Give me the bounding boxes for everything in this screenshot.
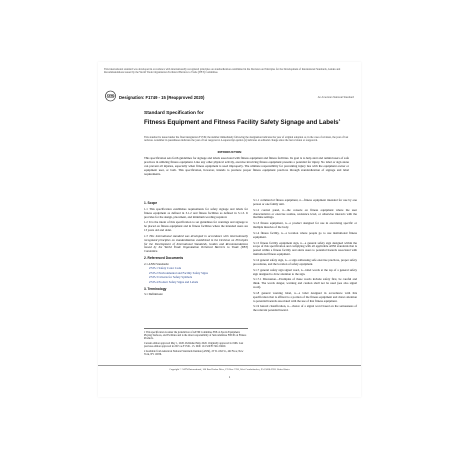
title-text: Fitness Equipment and Fitness Facility Safety Signage and Labels	[144, 119, 339, 127]
tbt-banner: This international standard was developed in accordance with internationally recognized principles on standardization established in the Decision on Principles for the Development of International Standards, Guides and Recommendations issued by the World Trade Organization Technical Barriers to Trade (TBT) Committee.	[104, 68, 341, 75]
discussion-3-1-7-1: 3.1.7.1 Discussion—Examples of these words include safety first, be careful and think. The words danger, warning and caution shall not be used (see also signal word).	[253, 277, 357, 290]
footnotes	[144, 328, 248, 358]
introduction-heading: INTRODUCTION	[217, 150, 242, 154]
definition-3-1-1: 3.1.1 commercial fitness equipment, n—fitness equipment intended for use by one person or one family unit.	[253, 198, 357, 206]
logo-text: ASTM	[106, 95, 115, 98]
paragraph-2-1: 2.1 ANSI Standards:	[144, 261, 170, 266]
title-line-1: Standard Specification for	[144, 111, 204, 116]
right-column	[253, 199, 357, 315]
scope-heading: 1. Scope	[144, 201, 158, 205]
paragraph-3-1: 3.1 Definitions:	[144, 292, 164, 297]
designation: Designation: F1749 - 15 (Reapproved 2020)	[119, 95, 205, 100]
footnote: 1 This specification is under the jurisdiction of ASTM Committee F08 on Sports Equipment, Playing Surfaces, and Facilities and is the direct responsibility of Subcommittee F08.30 on Fitness Products.	[144, 331, 247, 341]
definition-3-1-6: 3.1.6 general safety sign, n—a sign addressing safe exercise practices, proper safety procedures, and the location of safety equipment.	[253, 257, 357, 266]
document-page	[98, 62, 361, 397]
reference-link[interactable]: Z535.2 Environmental and Facility Safety Signs	[149, 270, 208, 275]
title-line-2	[144, 117, 344, 126]
definition-3-1-7: 3.1.7 general safety sign signal word, n—label words at the top of a general safety sign designed to draw attention to the sign.	[253, 267, 357, 276]
introduction-text: This specification sets forth guidelines for signage and labels associated with fitness equipment and fitness facilities. Its goal is to help alert and remind users of safe practices in utilizing fitness equipment. Like any other physical activity, exercise involving fitness equipment presents a potential for injury. No label or sign alone can prevent all injuries, especially when fitness equipment is used improperly. The ultimate responsibility for preventing injury lies with the equipment owner or equipment user, or both. This specification, however, intends to promote proper fitness equipment practices through standardization of signage and label requirements.	[144, 156, 349, 176]
footnote: Current edition approved May 1, 2020. Published May 2020. Originally approved in 1996. Last previous edition approved in 2015 as F1749 - 15. DOI: 10.1520/F1749-15R20.	[144, 341, 244, 349]
definition-3-1-4: 3.1.4 fitness facility, n—a location where people go to use institutional fitness equipment.	[253, 230, 357, 239]
paragraph-1-3: 1.3 This international standard was developed in accordance with internationally recognized principles on standardization established in the Decision on Principles for the Development of International Standards, Guides and Recommendations issued by the World Trade Organization Technical Barriers to Trade (TBT) Committee.	[144, 233, 248, 254]
authorized-note: An American National Standard	[317, 96, 354, 99]
fixed-designation-note: This standard is issued under the fixed designation F1749; the number immediately following the designation indicates the year of original adoption or, in the case of revision, the year of last revision. A number in parentheses indicates the year of last reapproval. A superscript epsilon (ε) indicates an editorial change since the last revision or reapproval.	[144, 136, 349, 143]
title-footnote-mark: 1	[338, 118, 341, 122]
copyright-line: Copyright © ASTM International, 100 Barr Harbor Drive, PO Box C700, West Conshohocken, PA 19428-2959. United States	[98, 365, 361, 371]
paragraph-1-2: 1.2 It is the intent of this specification to set guidelines for warnings and signage to be placed on fitness equipment and in fitness facilities where the intended users are 13 years old and older.	[144, 220, 248, 233]
definition-3-1-5: 3.1.5 fitness facility equipment sign, n—a general safety sign designed within the scope of this specification and complying with all applicable ANSI standards that is posted within a fitness facility and alerts users to potential hazards associated with institutional fitness equipment.	[253, 240, 357, 257]
reference-link[interactable]: Z535.1 Safety Color Code	[149, 266, 182, 271]
definition-3-1-3: 3.1.3 fitness equipment, n—a product designed for use in exercising specific or multiple muscles of the body.	[253, 221, 357, 230]
terminology-heading: 3. Terminology	[144, 286, 167, 291]
document-title	[144, 111, 344, 126]
definition-3-1-2: 3.1.2 control panel, n—the console on fitness equipment where the user characteristics or exercise routine, resistance level, or otherwise interacts with the machine settings.	[253, 207, 357, 220]
paragraph-1-1: 1.1 This specification establishes requirements for safety signage and labels for fitness equipment as defined in 3.1.2 and fitness facilities as defined in 3.1.3. It provides for the design, placement, and minimum wording required.	[144, 206, 248, 219]
definition-3-1-8: 3.1.8 general warning label, n—a label designed in accordance with this specification that is affixed to a portion of the fitness equipment and draws attention to potential hazards associated with the use of that fitness equipment.	[253, 290, 357, 303]
left-column	[144, 199, 248, 299]
reference-link[interactable]: Z535.3 Criteria for Safety Symbols	[149, 275, 193, 280]
astm-logo-icon	[105, 90, 116, 102]
referenced-documents-heading: 2. Referenced Documents	[144, 256, 184, 261]
page-number: 1	[228, 375, 231, 379]
footnote: 2 Available from American National Standards Institute (ANSI), 25 W. 43rd St., 4th Floor, New York, NY 10036.	[144, 349, 244, 356]
definition-3-1-9: 3.1.9 hazard classification, n—choice of a signal word based on the seriousness of the relevant potential hazard.	[253, 304, 357, 313]
reference-link[interactable]: Z535.4 Product Safety Signs and Labels	[149, 279, 199, 284]
